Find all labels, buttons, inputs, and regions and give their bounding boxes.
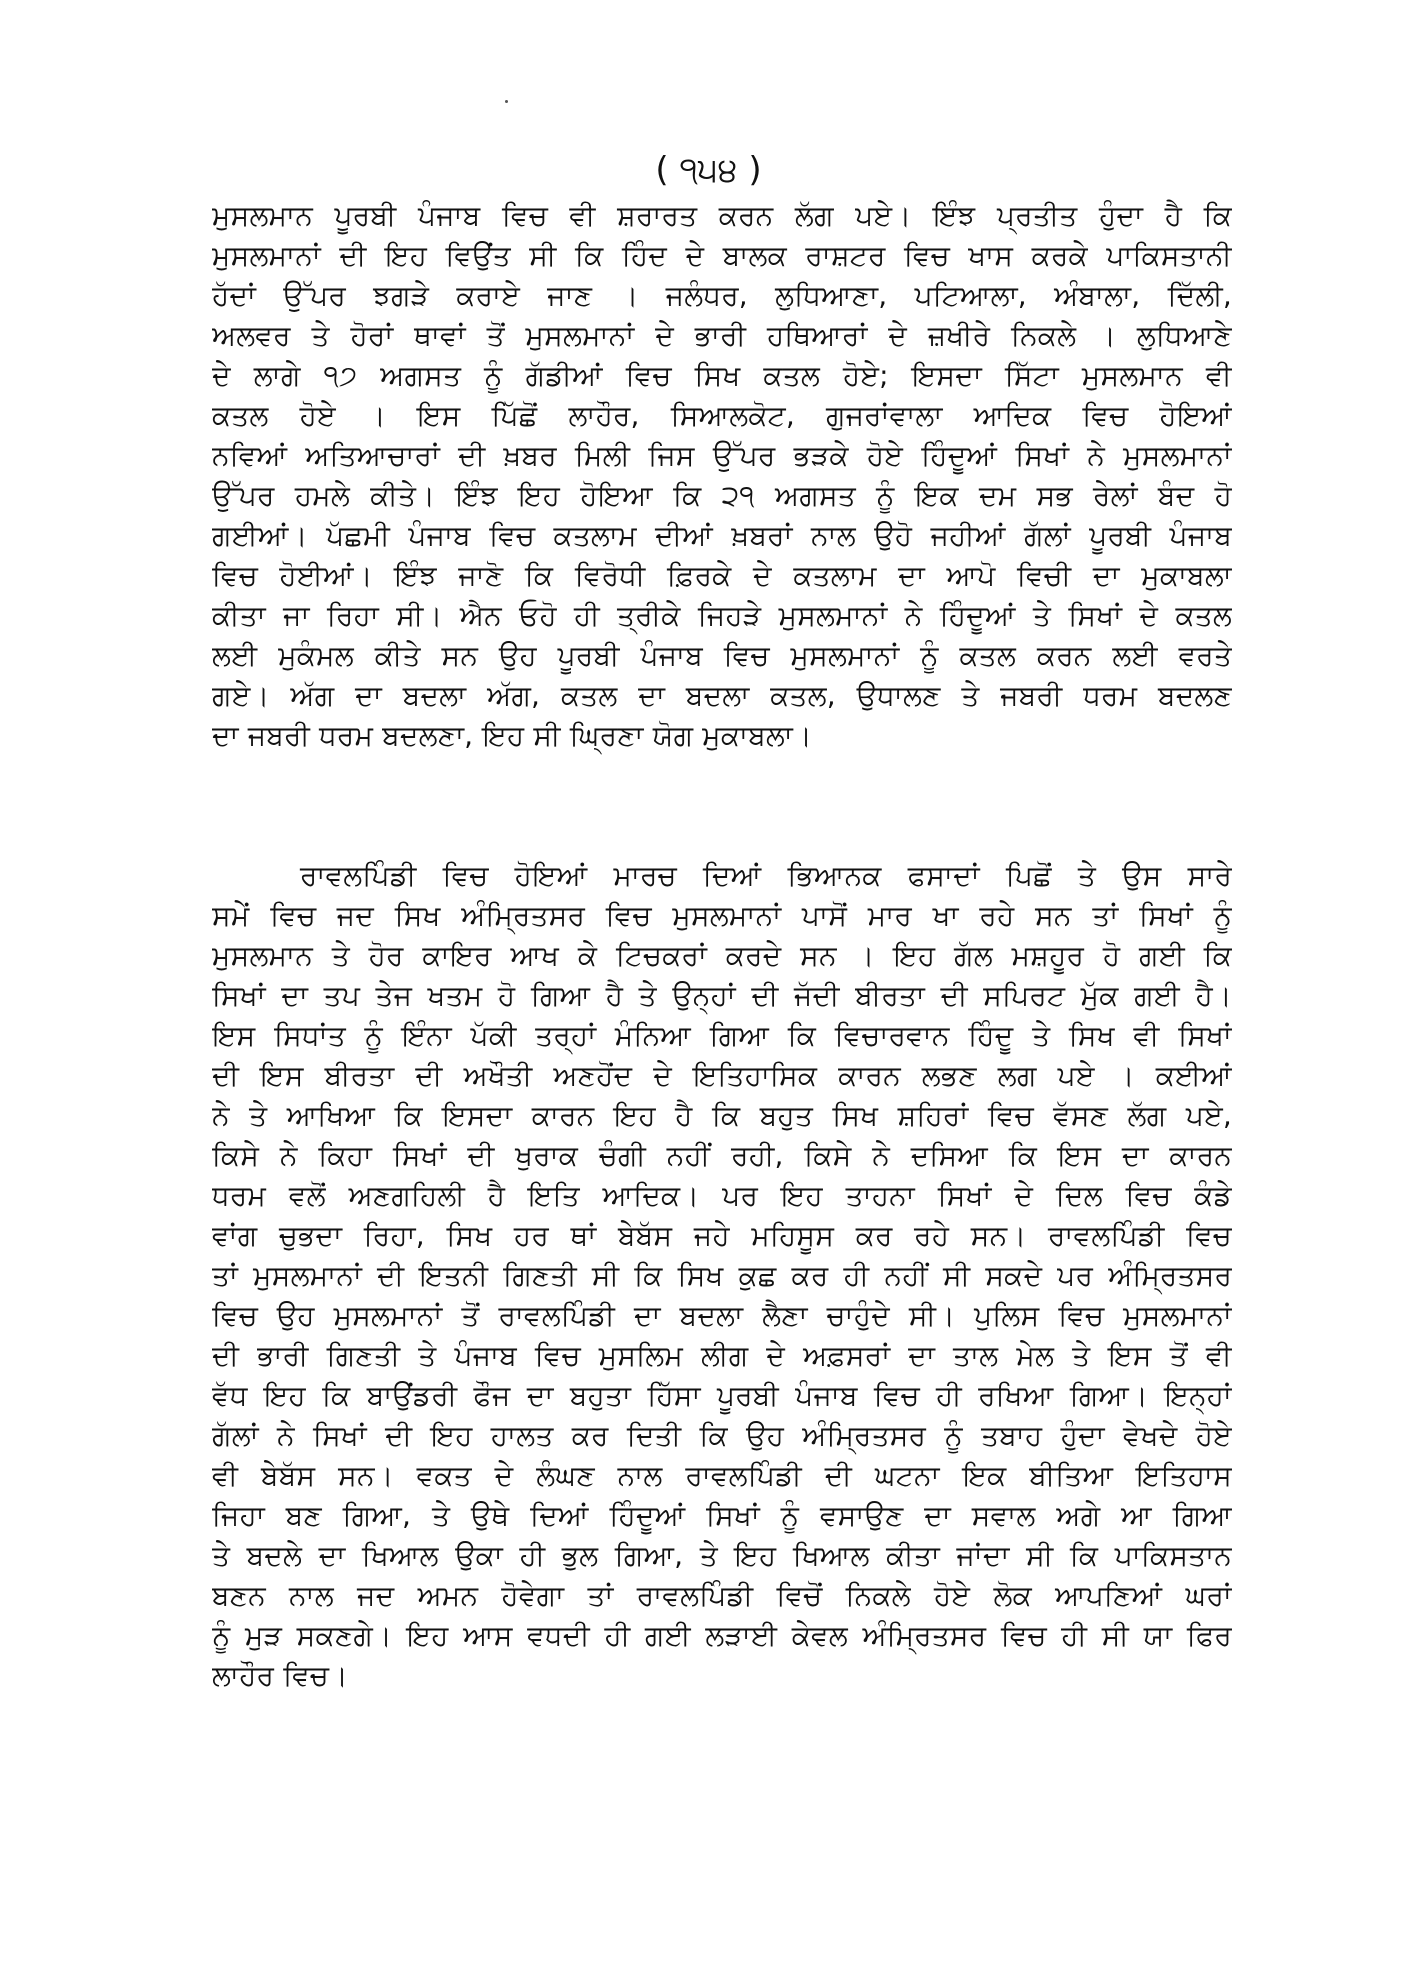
- text-line: ਨਵਿਆਂ ਅਤਿਆਚਾਰਾਂ ਦੀ ਖ਼ਬਰ ਮਿਲੀ ਜਿਸ ਉੱਪਰ ਭੜਕੇ ਹੋਏ ਹਿੰਦੂਆਂ ਸਿਖਾਂ ਨੇ ਮੁਸਲਮਾਨਾਂ: [212, 439, 1232, 472]
- text-line: ਗਈਆਂ। ਪੱਛਮੀ ਪੰਜਾਬ ਵਿਚ ਕਤਲਾਮ ਦੀਆਂ ਖ਼ਬਰਾਂ ਨਾਲ ਉਹੋ ਜਹੀਆਂ ਗੱਲਾਂ ਪੂਰਬੀ ਪੰਜਾਬ: [212, 519, 1232, 552]
- text-line: ਦਾ ਜਬਰੀ ਧਰਮ ਬਦਲਣਾ, ਇਹ ਸੀ ਘ੍ਰਿਣਾ ਯੋਗ ਮੁਕਾਬਲਾ।: [212, 719, 813, 752]
- text-line: ਗੱਲਾਂ ਨੇ ਸਿਖਾਂ ਦੀ ਇਹ ਹਾਲਤ ਕਰ ਦਿਤੀ ਕਿ ਉਹ ਅੰਮ੍ਰਿਤਸਰ ਨੂੰ ਤਬਾਹ ਹੁੰਦਾ ਵੇਖਦੇ ਹੋਏ: [212, 1419, 1232, 1452]
- text-line: ਸਿਖਾਂ ਦਾ ਤਪ ਤੇਜ ਖਤਮ ਹੋ ਗਿਆ ਹੈ ਤੇ ਉਨ੍ਹਾਂ ਦੀ ਜੱਦੀ ਬੀਰਤਾ ਦੀ ਸਪਿਰਟ ਮੁੱਕ ਗਈ ਹੈ।: [212, 979, 1232, 1012]
- text-line: ਕੀਤਾ ਜਾ ਰਿਹਾ ਸੀ। ਐਨ ਓਹੋ ਹੀ ਤ੍ਰੀਕੇ ਜਿਹੜੇ ਮੁਸਲਮਾਨਾਂ ਨੇ ਹਿੰਦੂਆਂ ਤੇ ਸਿਖਾਂ ਦੇ ਕਤਲ: [212, 599, 1232, 632]
- text-line: ਨੇ ਤੇ ਆਖਿਆ ਕਿ ਇਸਦਾ ਕਾਰਨ ਇਹ ਹੈ ਕਿ ਬਹੁਤ ਸਿਖ ਸ਼ਹਿਰਾਂ ਵਿਚ ਵੱਸਣ ਲੱਗ ਪਏ,: [212, 1099, 1232, 1132]
- page-number: ( ੧੫੪ ): [655, 150, 762, 190]
- text-line: ਜਿਹਾ ਬਣ ਗਿਆ, ਤੇ ਉਥੇ ਦਿਆਂ ਹਿੰਦੂਆਂ ਸਿਖਾਂ ਨੂੰ ਵਸਾਉਣ ਦਾ ਸਵਾਲ ਅਗੇ ਆ ਗਿਆ: [212, 1499, 1232, 1532]
- text-line: ਵਿਚ ਉਹ ਮੁਸਲਮਾਨਾਂ ਤੋਂ ਰਾਵਲਪਿੰਡੀ ਦਾ ਬਦਲਾ ਲੈਣਾ ਚਾਹੁੰਦੇ ਸੀ। ਪੁਲਿਸ ਵਿਚ ਮੁਸਲਮਾਨਾਂ: [212, 1299, 1232, 1332]
- text-line: ਲਈ ਮੁਕੰਮਲ ਕੀਤੇ ਸਨ ਉਹ ਪੂਰਬੀ ਪੰਜਾਬ ਵਿਚ ਮੁਸਲਮਾਨਾਂ ਨੂੰ ਕਤਲ ਕਰਨ ਲਈ ਵਰਤੇ: [212, 639, 1232, 672]
- text-line: ਵਾਂਗ ਚੁਭਦਾ ਰਿਹਾ, ਸਿਖ ਹਰ ਥਾਂ ਬੇਬੱਸ ਜਹੇ ਮਹਿਸੂਸ ਕਰ ਰਹੇ ਸਨ। ਰਾਵਲਪਿੰਡੀ ਵਿਚ: [212, 1219, 1232, 1252]
- text-line: ਦੀ ਇਸ ਬੀਰਤਾ ਦੀ ਅਖੌਤੀ ਅਣਹੋਂਦ ਦੇ ਇਤਿਹਾਸਿਕ ਕਾਰਨ ਲਭਣ ਲਗ ਪਏ । ਕਈਆਂ: [212, 1059, 1232, 1092]
- text-line: ਅਲਵਰ ਤੇ ਹੋਰਾਂ ਥਾਵਾਂ ਤੋਂ ਮੁਸਲਮਾਨਾਂ ਦੇ ਭਾਰੀ ਹਥਿਆਰਾਂ ਦੇ ਜ਼ਖੀਰੇ ਨਿਕਲੇ । ਲੁਧਿਆਣੇ: [212, 319, 1232, 352]
- text-line: ਗਏ। ਅੱਗ ਦਾ ਬਦਲਾ ਅੱਗ, ਕਤਲ ਦਾ ਬਦਲਾ ਕਤਲ, ਉਧਾਲਣ ਤੇ ਜਬਰੀ ਧਰਮ ਬਦਲਣ: [212, 679, 1232, 712]
- scan-speck: [505, 100, 508, 103]
- text-line: ਕਤਲ ਹੋਏ । ਇਸ ਪਿੱਛੋਂ ਲਾਹੌਰ, ਸਿਆਲਕੋਟ, ਗੁਜਰਾਂਵਾਲਾ ਆਦਿਕ ਵਿਚ ਹੋਇਆਂ: [212, 399, 1232, 432]
- text-line: ਵੱਧ ਇਹ ਕਿ ਬਾਉਂਡਰੀ ਫੌਜ ਦਾ ਬਹੁਤਾ ਹਿੱਸਾ ਪੂਰਬੀ ਪੰਜਾਬ ਵਿਚ ਹੀ ਰਖਿਆ ਗਿਆ। ਇਨ੍ਹਾਂ: [212, 1379, 1232, 1412]
- paragraph-1: [212, 196, 1232, 756]
- text-line: ਦੀ ਭਾਰੀ ਗਿਣਤੀ ਤੇ ਪੰਜਾਬ ਵਿਚ ਮੁਸਲਿਮ ਲੀਗ ਦੇ ਅਫ਼ਸਰਾਂ ਦਾ ਤਾਲ ਮੇਲ ਤੇ ਇਸ ਤੋਂ ਵੀ: [212, 1339, 1232, 1372]
- text-line: ਇਸ ਸਿਧਾਂਤ ਨੂੰ ਇੰਨਾ ਪੱਕੀ ਤਰ੍ਹਾਂ ਮੰਨਿਆ ਗਿਆ ਕਿ ਵਿਚਾਰਵਾਨ ਹਿੰਦੂ ਤੇ ਸਿਖ ਵੀ ਸਿਖਾਂ: [212, 1019, 1232, 1052]
- text-line: ਵੀ ਬੇਬੱਸ ਸਨ। ਵਕਤ ਦੇ ਲੰਘਣ ਨਾਲ ਰਾਵਲਪਿੰਡੀ ਦੀ ਘਟਨਾ ਇਕ ਬੀਤਿਆ ਇਤਿਹਾਸ: [212, 1459, 1232, 1492]
- text-line: ਤਾਂ ਮੁਸਲਮਾਨਾਂ ਦੀ ਇਤਨੀ ਗਿਣਤੀ ਸੀ ਕਿ ਸਿਖ ਕੁਛ ਕਰ ਹੀ ਨਹੀਂ ਸੀ ਸਕਦੇ ਪਰ ਅੰਮ੍ਰਿਤਸਰ: [212, 1259, 1232, 1292]
- text-line: ਤੇ ਬਦਲੇ ਦਾ ਖਿਆਲ ਉਕਾ ਹੀ ਭੁਲ ਗਿਆ, ਤੇ ਇਹ ਖਿਆਲ ਕੀਤਾ ਜਾਂਦਾ ਸੀ ਕਿ ਪਾਕਿਸਤਾਨ: [212, 1539, 1232, 1572]
- text-line: ਵਿਚ ਹੋਈਆਂ। ਇੰਝ ਜਾਣੋ ਕਿ ਵਿਰੋਧੀ ਫ਼ਿਰਕੇ ਦੇ ਕਤਲਾਮ ਦਾ ਆਪੋ ਵਿਚੀ ਦਾ ਮੁਕਾਬਲਾ: [212, 559, 1232, 592]
- text-line: ਮੁਸਲਮਾਨ ਪੂਰਬੀ ਪੰਜਾਬ ਵਿਚ ਵੀ ਸ਼ਰਾਰਤ ਕਰਨ ਲੱਗ ਪਏ। ਇੰਝ ਪ੍ਰਤੀਤ ਹੁੰਦਾ ਹੈ ਕਿ: [212, 199, 1232, 232]
- text-line: ਹੱਦਾਂ ਉੱਪਰ ਝਗੜੇ ਕਰਾਏ ਜਾਣ । ਜਲੰਧਰ, ਲੁਧਿਆਣਾ, ਪਟਿਆਲਾ, ਅੰਬਾਲਾ, ਦਿੱਲੀ,: [212, 279, 1232, 312]
- text-line: ਕਿਸੇ ਨੇ ਕਿਹਾ ਸਿਖਾਂ ਦੀ ਖੁਰਾਕ ਚੰਗੀ ਨਹੀਂ ਰਹੀ, ਕਿਸੇ ਨੇ ਦਸਿਆ ਕਿ ਇਸ ਦਾ ਕਾਰਨ: [212, 1139, 1232, 1172]
- text-line: ਸਮੇਂ ਵਿਚ ਜਦ ਸਿਖ ਅੰਮ੍ਰਿਤਸਰ ਵਿਚ ਮੁਸਲਮਾਨਾਂ ਪਾਸੋਂ ਮਾਰ ਖਾ ਰਹੇ ਸਨ ਤਾਂ ਸਿਖਾਂ ਨੂੰ: [212, 899, 1232, 932]
- text-line: ਧਰਮ ਵਲੋਂ ਅਣਗਹਿਲੀ ਹੈ ਇਤਿ ਆਦਿਕ। ਪਰ ਇਹ ਤਾਹਨਾ ਸਿਖਾਂ ਦੇ ਦਿਲ ਵਿਚ ਕੰਡੇ: [212, 1179, 1232, 1212]
- text-line: ਉੱਪਰ ਹਮਲੇ ਕੀਤੇ। ਇੰਝ ਇਹ ਹੋਇਆ ਕਿ ੨੧ ਅਗਸਤ ਨੂੰ ਇਕ ਦਮ ਸਭ ਰੇਲਾਂ ਬੰਦ ਹੋ: [212, 479, 1232, 512]
- text-line: ਬਣਨ ਨਾਲ ਜਦ ਅਮਨ ਹੋਵੇਗਾ ਤਾਂ ਰਾਵਲਪਿੰਡੀ ਵਿਚੋਂ ਨਿਕਲੇ ਹੋਏ ਲੋਕ ਆਪਣਿਆਂ ਘਰਾਂ: [212, 1579, 1232, 1612]
- text-line: ਨੂੰ ਮੁੜ ਸਕਣਗੇ। ਇਹ ਆਸ ਵਧਦੀ ਹੀ ਗਈ ਲੜਾਈ ਕੇਵਲ ਅੰਮ੍ਰਿਤਸਰ ਵਿਚ ਹੀ ਸੀ ਯਾ ਫਿਰ: [212, 1619, 1232, 1652]
- text-line: ਦੇ ਲਾਗੇ ੧੭ ਅਗਸਤ ਨੂੰ ਗੱਡੀਆਂ ਵਿਚ ਸਿਖ ਕਤਲ ਹੋਏ; ਇਸਦਾ ਸਿੱਟਾ ਮੁਸਲਮਾਨ ਵੀ: [212, 359, 1232, 392]
- text-line: ਮੁਸਲਮਾਨ ਤੇ ਹੋਰ ਕਾਇਰ ਆਖ ਕੇ ਟਿਚਕਰਾਂ ਕਰਦੇ ਸਨ । ਇਹ ਗੱਲ ਮਸ਼ਹੂਰ ਹੋ ਗਈ ਕਿ: [212, 939, 1232, 972]
- text-line: ਲਾਹੌਰ ਵਿਚ।: [212, 1659, 349, 1692]
- paragraph-2: [212, 856, 1232, 1696]
- text-line: ਮੁਸਲਮਾਨਾਂ ਦੀ ਇਹ ਵਿਉਂਤ ਸੀ ਕਿ ਹਿੰਦ ਦੇ ਬਾਲਕ ਰਾਸ਼ਟਰ ਵਿਚ ਖਾਸ ਕਰਕੇ ਪਾਕਿਸਤਾਨੀ: [212, 239, 1232, 272]
- text-line: ਰਾਵਲਪਿੰਡੀ ਵਿਚ ਹੋਇਆਂ ਮਾਰਚ ਦਿਆਂ ਭਿਆਨਕ ਫਸਾਦਾਂ ਪਿਛੋਂ ਤੇ ਉਸ ਸਾਰੇ: [300, 859, 1232, 892]
